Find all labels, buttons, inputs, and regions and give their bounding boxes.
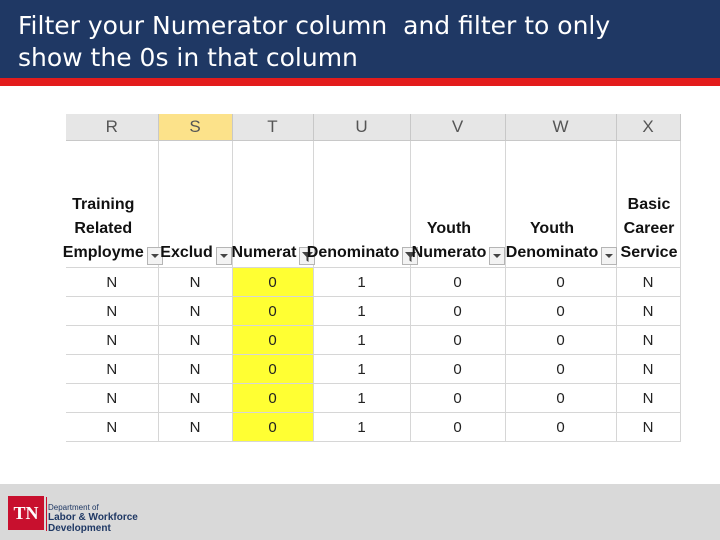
table-cell[interactable]: 0 [505,384,616,413]
filter-dropdown-icon[interactable] [216,247,232,265]
logo-agency-line2: Development [48,523,111,534]
table-cell[interactable]: 1 [313,384,410,413]
table-cell[interactable]: N [158,355,232,384]
table-cell[interactable]: N [158,297,232,326]
table-cell[interactable]: N [616,268,680,297]
header-cell[interactable] [62,141,158,268]
title-bar [0,0,720,78]
table-cell[interactable]: N [616,355,680,384]
table-cell[interactable]: N [158,326,232,355]
header-label: Youth Numerato [411,220,487,261]
column-letter-r[interactable]: R [66,114,158,141]
header-cell[interactable] [505,141,616,268]
table-cell[interactable]: N [66,413,158,442]
table-cell[interactable]: 1 [313,326,410,355]
table-row [66,297,680,326]
table-row [66,326,680,355]
table-cell[interactable]: 0 [505,268,616,297]
column-letter-v[interactable]: V [410,114,505,141]
table-cell[interactable]: N [616,297,680,326]
column-letter-w[interactable]: W [505,114,616,141]
table-cell[interactable]: 0 [410,326,505,355]
filter-dropdown-icon[interactable] [601,247,617,265]
table-cell[interactable]: N [66,268,158,297]
header-label: Exclud [160,244,213,261]
table-cell[interactable]: N [158,413,232,442]
header-row [66,141,680,268]
table-cell[interactable]: 0 [232,268,313,297]
header-label: Youth Denominato [505,220,599,261]
column-letter-row [66,114,680,141]
table-cell[interactable]: 0 [505,297,616,326]
header-cell[interactable] [306,141,410,268]
header-cell[interactable] [410,141,505,268]
table-cell[interactable]: 0 [410,355,505,384]
table-cell[interactable]: 0 [232,297,313,326]
table-cell[interactable]: N [158,384,232,413]
table-cell[interactable]: N [616,413,680,442]
table-cell[interactable]: 0 [505,326,616,355]
tn-logo: TN [8,496,44,530]
table-cell[interactable]: 1 [313,297,410,326]
column-letter-u[interactable]: U [313,114,410,141]
logo-department-text: Department of [48,503,99,512]
table-cell[interactable]: N [66,355,158,384]
table-cell[interactable]: 0 [410,384,505,413]
logo-agency-line1: Labor & Workforce [48,512,138,523]
header-label: Basic Career Service [620,196,678,261]
table-cell[interactable]: 0 [232,326,313,355]
header-cell[interactable] [616,141,680,268]
table-cell[interactable]: N [616,384,680,413]
table-row [66,268,680,297]
table-cell[interactable]: N [66,384,158,413]
header-label: Denominato [306,244,400,261]
header-label: Numerat [231,244,297,261]
header-label: Training Related Employme [62,196,144,261]
accent-divider [0,78,720,86]
column-letter-x[interactable]: X [616,114,680,141]
table-cell[interactable]: 1 [313,413,410,442]
table-cell[interactable]: 0 [410,297,505,326]
logo-divider [46,497,47,531]
header-cell[interactable] [158,141,232,268]
column-letter-s[interactable]: S [158,114,232,141]
spreadsheet-screenshot [62,114,680,438]
header-cell[interactable] [232,141,313,268]
table-cell[interactable]: N [66,297,158,326]
column-letter-t[interactable]: T [232,114,313,141]
table-cell[interactable]: N [616,326,680,355]
filter-dropdown-icon[interactable] [489,247,505,265]
table-row [66,413,680,442]
slide-title: Filter your Numerator column and filter to only show the 0s in that column [18,11,611,72]
table-cell[interactable]: 0 [232,355,313,384]
table-cell[interactable]: 0 [505,413,616,442]
table-row [66,384,680,413]
table-row [66,355,680,384]
table-cell[interactable]: 1 [313,268,410,297]
table-cell[interactable]: 1 [313,355,410,384]
table-cell[interactable]: 0 [232,384,313,413]
table-cell[interactable]: 0 [410,268,505,297]
data-rows [66,268,680,442]
table-cell[interactable]: 0 [410,413,505,442]
table-cell[interactable]: N [158,268,232,297]
spreadsheet-grid [62,114,681,442]
table-cell[interactable]: N [66,326,158,355]
table-cell[interactable]: 0 [505,355,616,384]
table-cell[interactable]: 0 [232,413,313,442]
